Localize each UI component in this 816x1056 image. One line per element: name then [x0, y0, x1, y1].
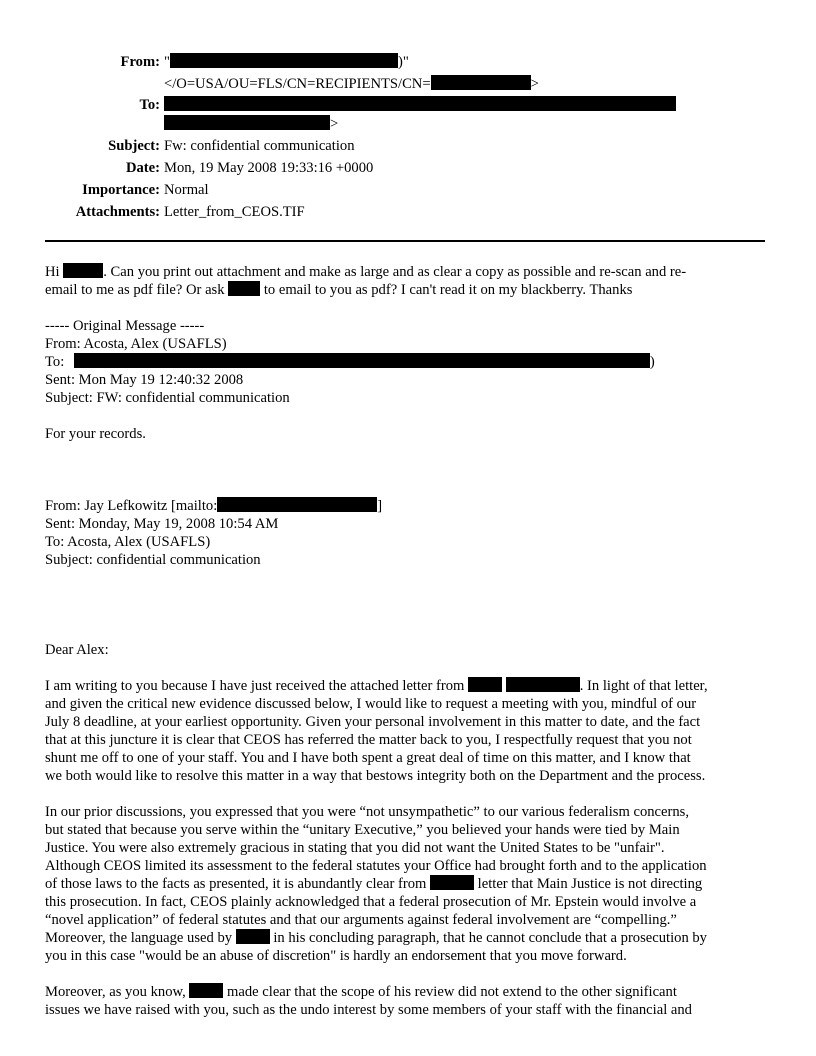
original-from: From: Acosta, Alex (USAFLS) [45, 336, 227, 352]
attachments-row [0, 203, 816, 225]
forward-subject: Subject: confidential communication [45, 552, 261, 568]
date-label: Date: [125, 160, 160, 176]
letter-paragraph: Moreover, as you know, made clear that the scope of his review did not extend to the other significant issues we have raised with you, such as the undo interest by some members of your staff with the financial and [45, 984, 692, 1018]
from-row [0, 53, 816, 75]
importance-label: Importance: [82, 182, 160, 198]
redaction-bar [431, 75, 531, 90]
letter-salutation: Dear Alex: [45, 642, 109, 658]
letter-paragraph: In our prior discussions, you expressed that you were “not unsympathetic” to our various federalism concerns, but stated that because you serve within the “unitary Executive,” you believed your hands were tied by Main Justice. You were also extremely gracious in stating that you did not want the United States to be "unfair". Although CEOS limited its assessment to the federal statutes your Office had brought forth and to the application of those laws to the facts as presented, it is abundantly clear from letter that Main Justice is not directing this prosecution. In fact, CEOS plainly acknowledged that a federal prosecution of Mr. Epstein would involve a “novel application” of federal statutes and that our arguments against federal involvement are “compelling.” Moreover, the language used by in his concluding paragraph, that he cannot conclude that a prosecution by you in this case "would be an abuse of discretion" is hardly an endorsement that you move forward. [45, 804, 707, 964]
redaction-bar [228, 281, 260, 296]
to-value [164, 96, 676, 114]
forward-sent: Sent: Monday, May 19, 2008 10:54 AM [45, 516, 279, 532]
attachment-link[interactable]: Letter_from_CEOS.TIF [164, 204, 305, 220]
redaction-bar [74, 353, 650, 368]
header-divider [45, 240, 765, 242]
from-address: </O=USA/OU=FLS/CN=RECIPIENTS/CN= > [164, 76, 539, 92]
from-label: From: [120, 54, 160, 70]
forward-from: From: Jay Lefkowitz [mailto: ] [45, 498, 383, 514]
to-address: > [164, 115, 338, 133]
date-row [0, 159, 816, 181]
letter-paragraph: I am writing to you because I have just received the attached letter from . In light of that letter, and given the critical new evidence discussed below, I would like to request a meeting with you, mindful of our July 8 deadline, at your earliest opportunity. Given your personal involvement in this matter to date, and the fact that at this juncture it is clear that CEOS has referred the matter back to you, I respectfully request that you not shunt me off to one of your staff. You and I have both spent a great deal of time on this matter, and I know that we both would like to resolve this matter in a way that bestows integrity both on the Department and the process. [45, 678, 708, 784]
original-subject: Subject: FW: confidential communication [45, 390, 290, 406]
email-header [0, 53, 816, 225]
redaction-bar [217, 497, 377, 512]
original-sent: Sent: Mon May 19 12:40:32 2008 [45, 372, 244, 388]
to-row-continued [0, 115, 816, 133]
redaction-bar [164, 96, 676, 111]
from-value: " )" [164, 54, 409, 70]
importance-value: Normal [164, 182, 209, 198]
attachments-label: Attachments: [75, 204, 160, 220]
redaction-bar [170, 53, 398, 68]
redaction-bar [189, 983, 223, 998]
from-row-continued [0, 75, 816, 93]
date-value: Mon, 19 May 2008 19:33:16 +0000 [164, 160, 374, 176]
redaction-bar [506, 677, 580, 692]
message-body [45, 263, 775, 1019]
redaction-bar [468, 677, 502, 692]
reply-line-2: email to me as pdf file? Or ask to email to you as pdf? I can't read it on my blackberry. Thanks [45, 282, 633, 298]
subject-value: Fw: confidential communication [164, 138, 355, 154]
redaction-bar [63, 263, 103, 278]
original-note: For your records. [45, 426, 146, 442]
subject-label: Subject: [108, 138, 160, 154]
subject-row [0, 137, 816, 159]
redaction-bar [236, 929, 270, 944]
to-label: To: [139, 97, 160, 113]
original-to: To: ) [45, 354, 655, 370]
reply-line-1: Hi . Can you print out attachment and make as large and as clear a copy as possible and re-scan and re- [45, 264, 687, 280]
importance-row [0, 181, 816, 203]
original-divider: ----- Original Message ----- [45, 318, 205, 334]
redaction-bar [430, 875, 474, 890]
forward-to: To: Acosta, Alex (USAFLS) [45, 534, 211, 550]
redaction-bar [164, 115, 330, 130]
